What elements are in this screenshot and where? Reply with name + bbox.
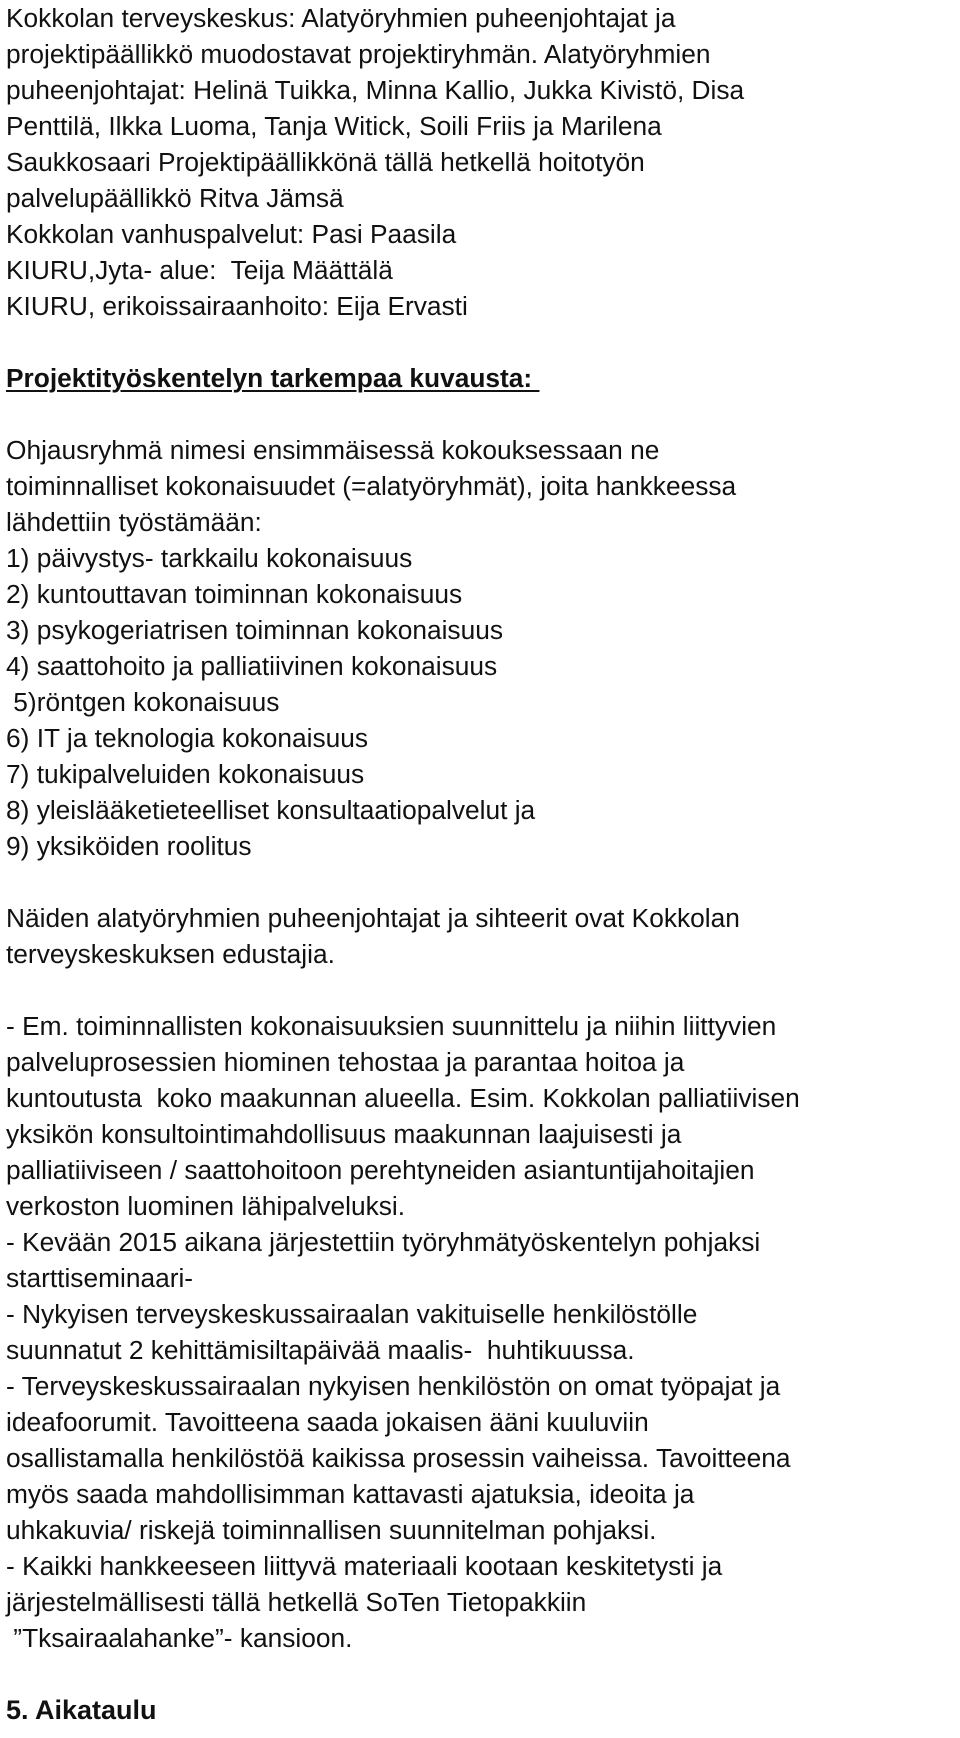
text-line: toiminnalliset kokonaisuudet (=alatyöryhmät), joita hankkeessa: [6, 471, 737, 501]
body-paragraph: [6, 1008, 956, 1656]
text-line: starttiseminaari-: [6, 1263, 194, 1293]
text-line: KIURU,Jyta- alue: Teija Määttälä: [6, 255, 393, 285]
section-heading-schedule: 5. Aikataulu: [6, 1695, 157, 1725]
spacer: [6, 864, 956, 900]
list-item: 2) kuntouttavan toiminnan kokonaisuus: [6, 579, 463, 609]
ohjaus-paragraph: [6, 432, 956, 540]
document-page: [6, 0, 956, 1728]
list-item: 6) IT ja teknologia kokonaisuus: [6, 723, 369, 753]
list-item: 4) saattohoito ja palliatiivinen kokonaisuus: [6, 651, 498, 681]
intro-paragraph: [6, 0, 956, 324]
text-line: Kokkolan vanhuspalvelut: Pasi Paasila: [6, 219, 457, 249]
list-item: 7) tukipalveluiden kokonaisuus: [6, 759, 365, 789]
text-line: Saukkosaari Projektipäällikkönä tällä hetkellä hoitotyön: [6, 147, 645, 177]
section-heading-underlined: Projektityöskentelyn tarkempaa kuvausta:: [6, 363, 540, 393]
text-line: palveluprosessien hiominen tehostaa ja parantaa hoitoa ja: [6, 1047, 685, 1077]
spacer: [6, 396, 956, 432]
text-line: Ohjausryhmä nimesi ensimmäisessä kokouksessaan ne: [6, 435, 660, 465]
text-line: - Kaikki hankkeeseen liittyvä materiaali kootaan keskitetysti ja: [6, 1551, 723, 1581]
text-line: - Nykyisen terveyskeskussairaalan vakituiselle henkilöstölle: [6, 1299, 698, 1329]
text-line: yksikön konsultointimahdollisuus maakunnan laajuisesti ja: [6, 1119, 682, 1149]
text-line: KIURU, erikoissairaanhoito: Eija Ervasti: [6, 291, 468, 321]
text-line: Näiden alatyöryhmien puheenjohtajat ja sihteerit ovat Kokkolan: [6, 903, 740, 933]
text-line: Kokkolan terveyskeskus: Alatyöryhmien puheenjohtajat ja: [6, 3, 676, 33]
text-line: myös saada mahdollisimman kattavasti ajatuksia, ideoita ja: [6, 1479, 695, 1509]
text-line: - Em. toiminnallisten kokonaisuuksien suunnittelu ja niihin liittyvien: [6, 1011, 777, 1041]
list-item: 9) yksiköiden roolitus: [6, 831, 252, 861]
text-line: palvelupäällikkö Ritva Jämsä: [6, 183, 344, 213]
text-line: palliatiiviseen / saattohoitoon perehtyneiden asiantuntijahoitajien: [6, 1155, 755, 1185]
spacer: [6, 972, 956, 1008]
text-line: uhkakuvia/ riskejä toiminnallisen suunnitelman pohjaksi.: [6, 1515, 657, 1545]
text-line: lähdettiin työstämään:: [6, 507, 262, 537]
text-line: kuntoutusta koko maakunnan alueella. Esim. Kokkolan palliatiivisen: [6, 1083, 800, 1113]
text-line: suunnatut 2 kehittämisiltapäivää maalis- huhtikuussa.: [6, 1335, 635, 1365]
text-line: Penttilä, Ilkka Luoma, Tanja Witick, Soili Friis ja Marilena: [6, 111, 662, 141]
text-line: ”Tksairaalahanke”- kansioon.: [6, 1623, 353, 1653]
spacer: [6, 324, 956, 360]
text-line: - Terveyskeskussairaalan nykyisen henkilöstön on omat työpajat ja: [6, 1371, 781, 1401]
text-line: puheenjohtajat: Helinä Tuikka, Minna Kallio, Jukka Kivistö, Disa: [6, 75, 745, 105]
text-line: osallistamalla henkilöstöä kaikissa prosessin vaiheissa. Tavoitteena: [6, 1443, 791, 1473]
text-line: - Kevään 2015 aikana järjestettiin työryhmätyöskentelyn pohjaksi: [6, 1227, 761, 1257]
list-item: 8) yleislääketieteelliset konsultaatiopalvelut ja: [6, 795, 536, 825]
chairs-paragraph: [6, 900, 956, 972]
text-line: järjestelmällisesti tällä hetkellä SoTen Tietopakkiin: [6, 1587, 587, 1617]
list-item: 5)röntgen kokonaisuus: [6, 687, 280, 717]
text-line: projektipäällikkö muodostavat projektiryhmän. Alatyöryhmien: [6, 39, 711, 69]
list-item: 3) psykogeriatrisen toiminnan kokonaisuus: [6, 615, 503, 645]
text-line: verkoston luominen lähipalveluksi.: [6, 1191, 406, 1221]
text-line: ideafoorumit. Tavoitteena saada jokaisen ääni kuuluviin: [6, 1407, 649, 1437]
numbered-list: [6, 540, 956, 864]
text-line: terveyskeskuksen edustajia.: [6, 939, 335, 969]
spacer: [6, 1656, 956, 1692]
list-item: 1) päivystys- tarkkailu kokonaisuus: [6, 543, 413, 573]
